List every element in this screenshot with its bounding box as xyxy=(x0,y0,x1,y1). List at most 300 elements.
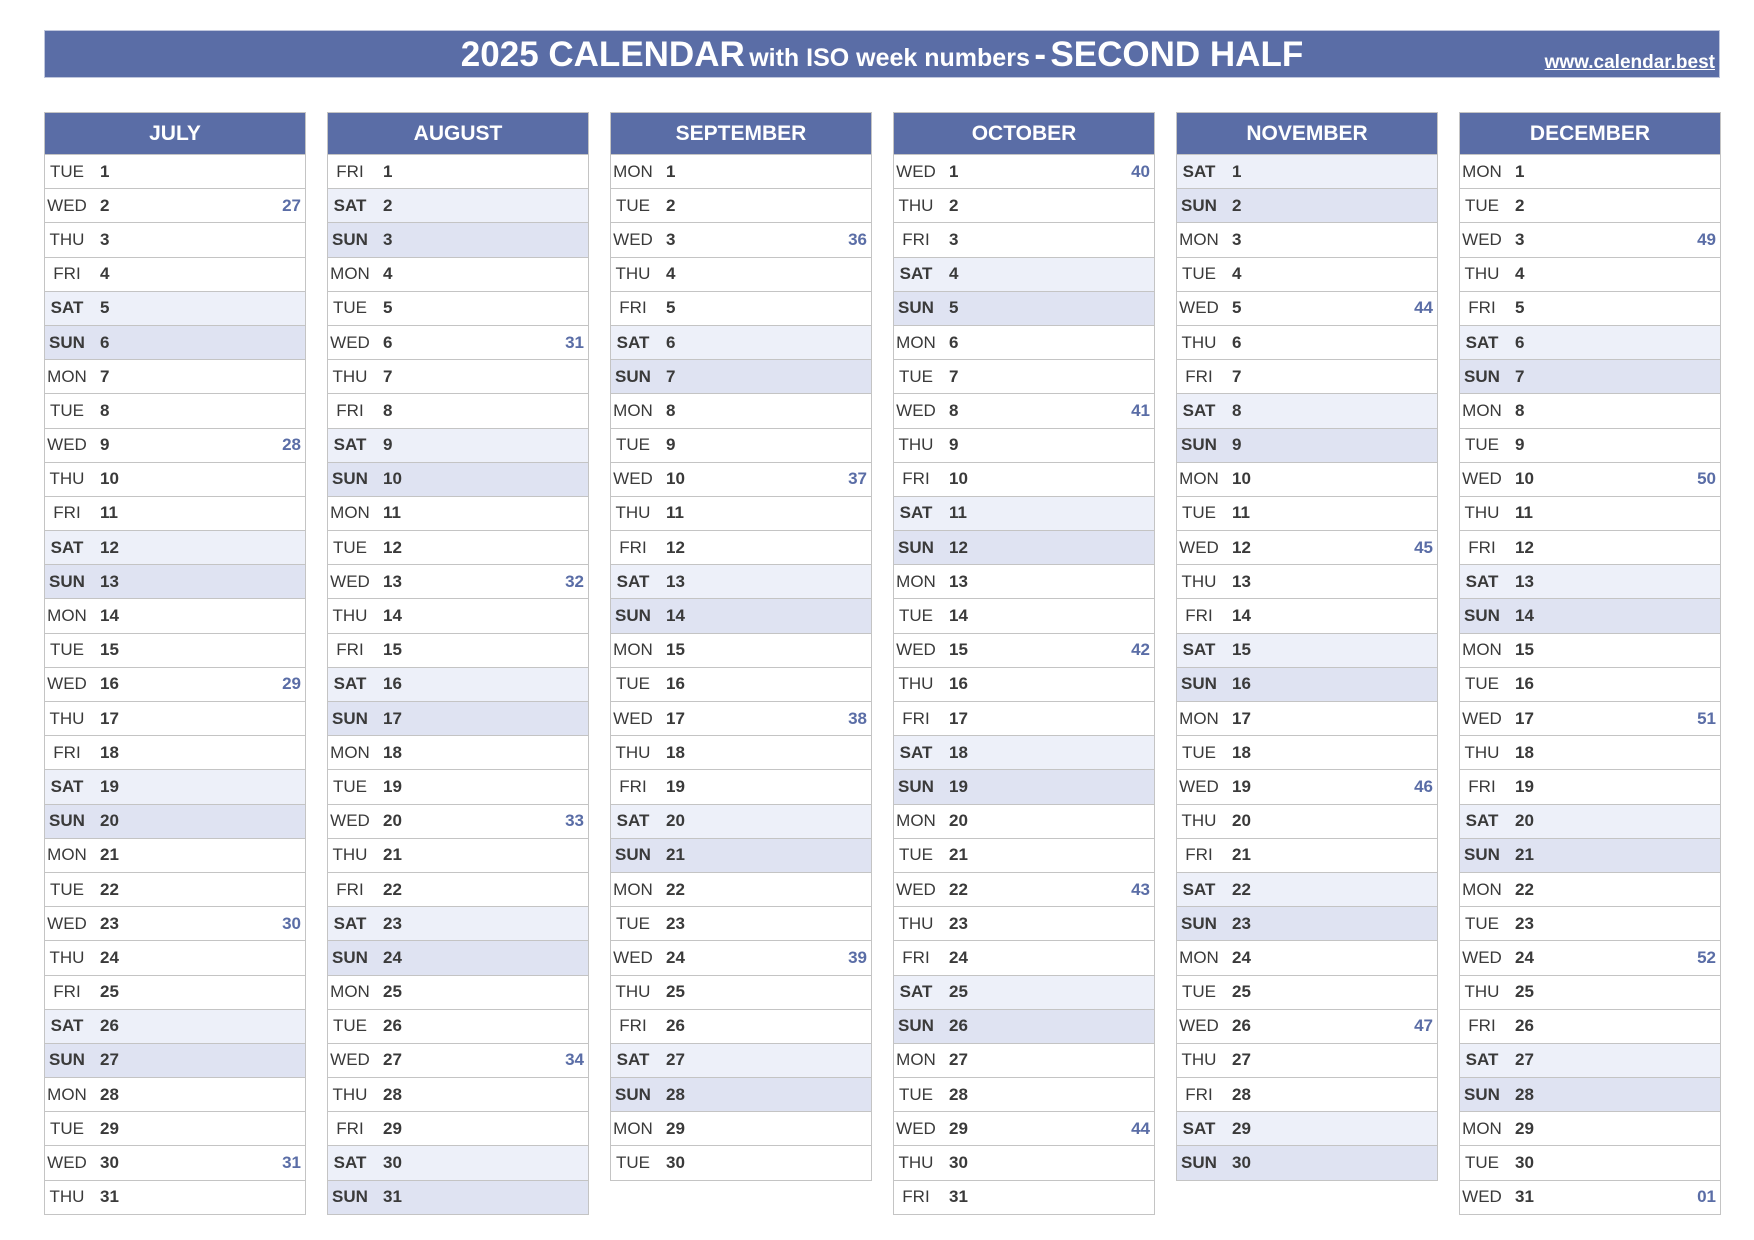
day-number: 25 xyxy=(1515,982,1534,1002)
weekday-label: THU xyxy=(49,1187,85,1207)
month-header: DECEMBER xyxy=(1460,113,1720,154)
weekday-label: THU xyxy=(1464,503,1500,523)
weekday-label: TUE xyxy=(1182,264,1216,284)
day-number: 22 xyxy=(666,879,685,899)
day-number: 7 xyxy=(383,366,393,386)
day-number: 21 xyxy=(1515,845,1534,865)
day-number: 30 xyxy=(383,1153,402,1173)
weekday-label: FRI xyxy=(53,503,81,523)
day-row xyxy=(328,906,588,940)
day-row xyxy=(1177,1043,1437,1077)
weekday-label: TUE xyxy=(50,1118,84,1138)
weekday-label: SAT xyxy=(1182,1118,1216,1138)
day-number: 30 xyxy=(100,1153,119,1173)
calendar-title xyxy=(45,31,1719,79)
day-number: 31 xyxy=(949,1187,968,1207)
day-number: 17 xyxy=(949,708,968,728)
day-number: 16 xyxy=(1515,674,1534,694)
weekday-label: THU xyxy=(49,947,85,967)
day-number: 3 xyxy=(1515,229,1525,249)
day-number: 25 xyxy=(666,982,685,1002)
weekday-label: THU xyxy=(898,674,934,694)
day-row xyxy=(45,257,305,291)
weekday-label: SAT xyxy=(333,913,367,933)
weekday-label: TUE xyxy=(1182,742,1216,762)
title-main: 2025 CALENDAR xyxy=(460,35,745,74)
day-row xyxy=(45,291,305,325)
day-number: 5 xyxy=(383,298,393,318)
day-row xyxy=(894,598,1154,632)
day-row xyxy=(611,530,871,564)
day-number: 12 xyxy=(1232,537,1251,557)
day-number: 16 xyxy=(383,674,402,694)
day-number: 1 xyxy=(100,161,110,181)
week-number: 51 xyxy=(1697,708,1716,728)
weekday-label: TUE xyxy=(333,776,367,796)
day-number: 28 xyxy=(949,1084,968,1104)
week-number: 40 xyxy=(1131,161,1150,181)
weekday-label: WED xyxy=(1179,1016,1219,1036)
day-number: 21 xyxy=(1232,845,1251,865)
weekday-label: SUN xyxy=(1181,913,1217,933)
weekday-label: SAT xyxy=(616,571,650,591)
day-row xyxy=(611,428,871,462)
day-row xyxy=(328,804,588,838)
day-row xyxy=(894,1145,1154,1179)
day-number: 20 xyxy=(383,811,402,831)
day-number: 29 xyxy=(1515,1118,1534,1138)
weekday-label: WED xyxy=(613,469,653,489)
day-number: 10 xyxy=(1232,469,1251,489)
day-number: 6 xyxy=(949,332,959,352)
weekday-label: SUN xyxy=(332,708,368,728)
day-row xyxy=(1177,1145,1437,1179)
day-row xyxy=(1177,1077,1437,1111)
day-row xyxy=(894,872,1154,906)
day-number: 18 xyxy=(1515,742,1534,762)
day-number: 14 xyxy=(666,606,685,626)
day-row xyxy=(1460,940,1720,974)
day-number: 26 xyxy=(666,1016,685,1036)
day-row xyxy=(894,1043,1154,1077)
day-number: 23 xyxy=(1232,913,1251,933)
weekday-label: TUE xyxy=(616,195,650,215)
day-row xyxy=(894,496,1154,530)
day-number: 20 xyxy=(666,811,685,831)
week-number: 41 xyxy=(1131,400,1150,420)
day-row xyxy=(611,872,871,906)
weekday-label: WED xyxy=(896,161,936,181)
weekday-label: FRI xyxy=(336,879,364,899)
day-number: 14 xyxy=(1232,606,1251,626)
day-row xyxy=(328,940,588,974)
weekday-label: WED xyxy=(330,571,370,591)
title-dash: - xyxy=(1034,35,1046,74)
day-number: 14 xyxy=(949,606,968,626)
day-number: 29 xyxy=(100,1118,119,1138)
weekday-label: SUN xyxy=(1464,1084,1500,1104)
day-row xyxy=(1177,496,1437,530)
weekday-label: SUN xyxy=(898,537,934,557)
day-row xyxy=(1177,838,1437,872)
weekday-label: MON xyxy=(1179,708,1219,728)
day-row xyxy=(328,154,588,188)
weekday-label: SUN xyxy=(49,811,85,831)
day-row xyxy=(1460,1111,1720,1145)
day-row xyxy=(328,1180,588,1214)
week-number: 32 xyxy=(565,571,584,591)
day-row xyxy=(1460,530,1720,564)
week-number: 29 xyxy=(282,674,301,694)
weekday-label: SAT xyxy=(333,435,367,455)
weekday-label: SUN xyxy=(1181,435,1217,455)
weekday-label: MON xyxy=(47,606,87,626)
day-number: 27 xyxy=(100,1050,119,1070)
day-number: 12 xyxy=(1515,537,1534,557)
day-number: 11 xyxy=(666,503,684,523)
day-row xyxy=(611,598,871,632)
day-number: 15 xyxy=(666,640,685,660)
weekday-label: SUN xyxy=(332,1187,368,1207)
day-number: 22 xyxy=(949,879,968,899)
day-number: 24 xyxy=(1515,947,1534,967)
weekday-label: WED xyxy=(1179,537,1219,557)
day-row xyxy=(894,701,1154,735)
day-row xyxy=(894,291,1154,325)
day-number: 8 xyxy=(383,400,393,420)
weekday-label: FRI xyxy=(53,982,81,1002)
day-number: 4 xyxy=(100,264,110,284)
month-header: OCTOBER xyxy=(894,113,1154,154)
day-number: 11 xyxy=(100,503,118,523)
weekday-label: TUE xyxy=(333,1016,367,1036)
day-row xyxy=(328,359,588,393)
day-row xyxy=(894,530,1154,564)
day-number: 19 xyxy=(1232,776,1251,796)
day-row xyxy=(45,701,305,735)
day-number: 13 xyxy=(666,571,685,591)
day-number: 18 xyxy=(666,742,685,762)
day-row xyxy=(1177,735,1437,769)
weekday-label: SAT xyxy=(1182,640,1216,660)
day-number: 7 xyxy=(100,366,110,386)
day-row xyxy=(45,496,305,530)
weekday-label: MON xyxy=(613,879,653,899)
day-row xyxy=(328,1111,588,1145)
weekday-label: FRI xyxy=(53,264,81,284)
weekday-label: WED xyxy=(1462,947,1502,967)
day-number: 31 xyxy=(1515,1187,1534,1207)
day-number: 30 xyxy=(949,1153,968,1173)
day-number: 21 xyxy=(383,845,402,865)
day-row xyxy=(1460,1043,1720,1077)
day-number: 8 xyxy=(1515,400,1525,420)
day-number: 9 xyxy=(1515,435,1525,455)
day-number: 4 xyxy=(949,264,959,284)
day-number: 10 xyxy=(1515,469,1534,489)
weekday-label: WED xyxy=(1179,298,1219,318)
weekday-label: TUE xyxy=(50,879,84,899)
day-row xyxy=(611,975,871,1009)
day-number: 26 xyxy=(100,1016,119,1036)
day-number: 25 xyxy=(1232,982,1251,1002)
day-row xyxy=(611,701,871,735)
day-number: 27 xyxy=(949,1050,968,1070)
day-number: 14 xyxy=(1515,606,1534,626)
day-row xyxy=(328,462,588,496)
day-number: 20 xyxy=(1232,811,1251,831)
day-row xyxy=(611,462,871,496)
weekday-label: FRI xyxy=(1185,845,1213,865)
day-number: 2 xyxy=(949,195,959,215)
month-header: NOVEMBER xyxy=(1177,113,1437,154)
weekday-label: WED xyxy=(1179,776,1219,796)
weekday-label: MON xyxy=(613,640,653,660)
weekday-label: MON xyxy=(613,400,653,420)
day-number: 13 xyxy=(949,571,968,591)
day-number: 10 xyxy=(100,469,119,489)
day-number: 30 xyxy=(1515,1153,1534,1173)
website-link[interactable]: www.calendar.best xyxy=(1544,52,1715,73)
day-number: 3 xyxy=(666,229,676,249)
day-number: 27 xyxy=(383,1050,402,1070)
weekday-label: THU xyxy=(615,264,651,284)
day-row xyxy=(328,257,588,291)
weekday-label: FRI xyxy=(1468,776,1496,796)
day-row xyxy=(45,222,305,256)
day-row xyxy=(1460,496,1720,530)
day-number: 10 xyxy=(949,469,968,489)
day-number: 2 xyxy=(1232,195,1242,215)
day-row xyxy=(894,222,1154,256)
weekday-label: THU xyxy=(332,845,368,865)
day-number: 6 xyxy=(1515,332,1525,352)
weekday-label: TUE xyxy=(616,435,650,455)
weekday-label: SUN xyxy=(615,1084,651,1104)
week-number: 44 xyxy=(1131,1118,1150,1138)
day-row xyxy=(45,940,305,974)
day-number: 3 xyxy=(1232,229,1242,249)
weekday-label: SUN xyxy=(898,776,934,796)
month-october xyxy=(893,112,1155,1215)
weekday-label: WED xyxy=(47,1153,87,1173)
day-row xyxy=(45,1043,305,1077)
weekday-label: FRI xyxy=(336,1118,364,1138)
day-row xyxy=(328,872,588,906)
title-sub: with ISO week numbers xyxy=(749,44,1030,72)
weekday-label: SUN xyxy=(332,229,368,249)
day-number: 12 xyxy=(949,537,968,557)
day-number: 23 xyxy=(100,913,119,933)
day-number: 7 xyxy=(949,366,959,386)
weekday-label: THU xyxy=(1181,571,1217,591)
day-number: 2 xyxy=(1515,195,1525,215)
weekday-label: SUN xyxy=(898,298,934,318)
day-number: 19 xyxy=(949,776,968,796)
weekday-label: WED xyxy=(896,640,936,660)
weekday-label: TUE xyxy=(899,845,933,865)
weekday-label: THU xyxy=(1181,1050,1217,1070)
weekday-label: WED xyxy=(1462,1187,1502,1207)
weekday-label: MON xyxy=(1179,469,1219,489)
weekday-label: TUE xyxy=(50,161,84,181)
weekday-label: WED xyxy=(1462,469,1502,489)
day-row xyxy=(1177,701,1437,735)
day-row xyxy=(328,975,588,1009)
weekday-label: MON xyxy=(1462,161,1502,181)
weekday-label: FRI xyxy=(619,1016,647,1036)
day-row xyxy=(894,1111,1154,1145)
day-row xyxy=(611,359,871,393)
day-row xyxy=(1460,291,1720,325)
weekday-label: TUE xyxy=(50,400,84,420)
day-number: 1 xyxy=(949,161,959,181)
day-number: 28 xyxy=(666,1084,685,1104)
day-number: 18 xyxy=(1232,742,1251,762)
day-row xyxy=(45,359,305,393)
day-row xyxy=(611,1111,871,1145)
day-number: 5 xyxy=(949,298,959,318)
day-row xyxy=(1177,154,1437,188)
weekday-label: WED xyxy=(896,879,936,899)
weekday-label: TUE xyxy=(616,674,650,694)
weekday-label: MON xyxy=(613,161,653,181)
day-number: 13 xyxy=(383,571,402,591)
day-row xyxy=(894,804,1154,838)
day-row xyxy=(45,872,305,906)
week-number: 38 xyxy=(848,708,867,728)
day-row xyxy=(894,1077,1154,1111)
day-number: 15 xyxy=(100,640,119,660)
day-number: 30 xyxy=(666,1153,685,1173)
weekday-label: SAT xyxy=(899,264,933,284)
day-number: 15 xyxy=(949,640,968,660)
weekday-label: SUN xyxy=(1464,366,1500,386)
weekday-label: TUE xyxy=(1182,503,1216,523)
day-row xyxy=(611,188,871,222)
day-number: 9 xyxy=(949,435,959,455)
week-number: 33 xyxy=(565,811,584,831)
day-number: 22 xyxy=(1232,879,1251,899)
weekday-label: MON xyxy=(330,982,370,1002)
day-number: 15 xyxy=(383,640,402,660)
day-number: 17 xyxy=(1515,708,1534,728)
weekday-label: MON xyxy=(47,366,87,386)
day-number: 28 xyxy=(1232,1084,1251,1104)
weekday-label: TUE xyxy=(616,913,650,933)
day-row xyxy=(1177,257,1437,291)
weekday-label: FRI xyxy=(902,1187,930,1207)
day-number: 3 xyxy=(383,229,393,249)
day-number: 20 xyxy=(100,811,119,831)
day-row xyxy=(45,975,305,1009)
day-row xyxy=(1177,222,1437,256)
week-number: 49 xyxy=(1697,229,1716,249)
day-row xyxy=(611,633,871,667)
day-row xyxy=(611,154,871,188)
day-number: 17 xyxy=(1232,708,1251,728)
day-row xyxy=(328,1009,588,1043)
day-row xyxy=(1460,975,1720,1009)
weekday-label: SAT xyxy=(1465,332,1499,352)
day-row xyxy=(894,1009,1154,1043)
weekday-label: SAT xyxy=(899,742,933,762)
day-number: 13 xyxy=(100,571,119,591)
weekday-label: SAT xyxy=(333,195,367,215)
day-number: 1 xyxy=(1232,161,1242,181)
day-number: 27 xyxy=(1515,1050,1534,1070)
day-row xyxy=(1460,188,1720,222)
day-number: 12 xyxy=(666,537,685,557)
month-december xyxy=(1459,112,1721,1215)
day-row xyxy=(611,667,871,701)
day-row xyxy=(1460,838,1720,872)
day-number: 17 xyxy=(100,708,119,728)
day-number: 2 xyxy=(666,195,676,215)
week-number: 31 xyxy=(282,1153,301,1173)
weekday-label: MON xyxy=(613,1118,653,1138)
day-row xyxy=(1460,735,1720,769)
day-number: 31 xyxy=(100,1187,119,1207)
weekday-label: WED xyxy=(47,435,87,455)
day-number: 18 xyxy=(949,742,968,762)
day-number: 8 xyxy=(100,400,110,420)
day-number: 8 xyxy=(1232,400,1242,420)
weekday-label: MON xyxy=(1179,229,1219,249)
day-row xyxy=(45,1009,305,1043)
day-row xyxy=(1460,804,1720,838)
weekday-label: FRI xyxy=(619,298,647,318)
weekday-label: SUN xyxy=(332,947,368,967)
weekday-label: SUN xyxy=(49,571,85,591)
day-number: 23 xyxy=(1515,913,1534,933)
weekday-label: SUN xyxy=(1181,1153,1217,1173)
weekday-label: MON xyxy=(330,503,370,523)
day-number: 4 xyxy=(1515,264,1525,284)
weekday-label: SAT xyxy=(1182,400,1216,420)
weekday-label: SAT xyxy=(1465,571,1499,591)
day-row xyxy=(1460,154,1720,188)
day-number: 4 xyxy=(1232,264,1242,284)
day-row xyxy=(1177,359,1437,393)
day-row xyxy=(894,154,1154,188)
weekday-label: TUE xyxy=(1465,1153,1499,1173)
week-number: 43 xyxy=(1131,879,1150,899)
weekday-label: SUN xyxy=(898,1016,934,1036)
day-row xyxy=(894,188,1154,222)
weekday-label: TUE xyxy=(50,640,84,660)
day-row xyxy=(894,906,1154,940)
weekday-label: TUE xyxy=(1465,435,1499,455)
day-row xyxy=(894,359,1154,393)
day-number: 4 xyxy=(666,264,676,284)
day-row xyxy=(1460,769,1720,803)
week-number: 01 xyxy=(1697,1187,1716,1207)
day-number: 1 xyxy=(1515,161,1525,181)
weekday-label: MON xyxy=(896,332,936,352)
day-row xyxy=(328,325,588,359)
weekday-label: MON xyxy=(330,264,370,284)
day-row xyxy=(328,1043,588,1077)
day-number: 10 xyxy=(666,469,685,489)
day-number: 11 xyxy=(1232,503,1250,523)
day-row xyxy=(1460,598,1720,632)
day-row xyxy=(45,735,305,769)
day-row xyxy=(611,1077,871,1111)
day-number: 26 xyxy=(949,1016,968,1036)
day-number: 6 xyxy=(100,332,110,352)
week-number: 28 xyxy=(282,435,301,455)
